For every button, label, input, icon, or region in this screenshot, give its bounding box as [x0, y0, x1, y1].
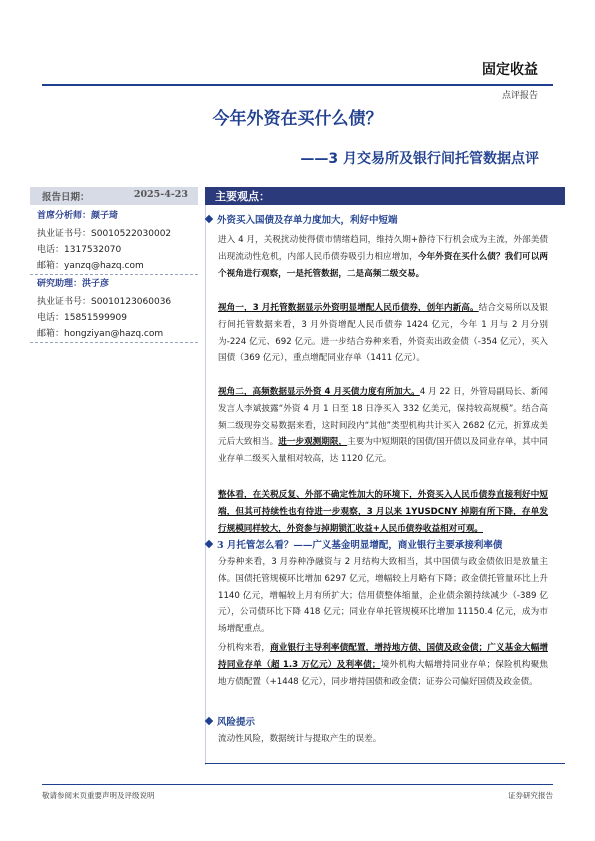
assistant-label: 研究助理： — [37, 279, 83, 289]
text-run-bold: 进一步观测期限， — [278, 437, 348, 448]
paragraph — [218, 232, 548, 282]
assistant-phone: 电话：15851599909 — [37, 313, 127, 323]
risk-text — [218, 731, 548, 748]
report-date-bar — [30, 187, 198, 205]
report-category: 固定收益 — [482, 62, 538, 78]
sidebar-divider — [30, 274, 198, 275]
page-title: 今年外资在买什么债？ — [212, 109, 383, 129]
footer-divider — [42, 784, 553, 785]
text-run-bold: 视角一，3 月托管数据显示外资明显增配人民币债券，创年内新高。 — [218, 303, 479, 313]
paragraph — [218, 487, 548, 537]
text-run: 4 月 22 日，外管局副局长、新闻发言人李斌披露“外资 4 月 1 日至 18 日净买入 332 亿美元，保持较高规模”。结合高频二级现券交易数据来看，这时间段内“其他”类型机构共计买入 2682 亿元，折算成美元后大致相当。 — [218, 387, 548, 448]
text-run-bold: 今年外资在买什么债？我们可以两个视角进行观察，一是托管数据，二是高频二级交易。 — [218, 251, 548, 279]
content-bottom-rule — [205, 763, 565, 764]
footer-disclaimer: 敬请参阅末页重要声明及评级说明 — [42, 791, 155, 800]
text-run: 结合交易所以及银行间托管数据来看，3 月外资增配人民币债券 1424 亿元，今年 1 月与 2 月分别为-224 亿元、692 亿元。进一步结合券种来看，外资卖出政金债（-354 亿元），买入国债（369 亿元），重点增配同业存单（1411 亿元）。 — [218, 303, 548, 364]
diamond-bullet-icon — [205, 717, 213, 725]
paragraph — [218, 300, 548, 367]
chief-phone: 电话：13175320​70 — [37, 245, 122, 255]
sidebar-divider — [30, 342, 198, 343]
text-run: 分券种来看，3 月券种净融资与 2 月结构大致相当，其中国债与政金债依旧是放量主体。国债托管规模环比增加 6297 亿元，增幅较上月略有下降；政金债托管量环比上升 1140 亿元，增幅较上月有所扩大；信用债整体缩量，企业债余额持续减少（-389 亿元），公司债环比下降 418 亿元；同业存单托管规模环比增加 11150.4 亿元，成为市场增配重点。 — [218, 557, 548, 635]
assistant-license: 执业证书号：S0010123060036 — [37, 297, 172, 307]
chief-analyst-name: 颜子琦 — [91, 211, 119, 221]
assistant-name: 洪子彦 — [82, 279, 110, 289]
paragraph — [218, 384, 548, 468]
chief-analyst-label: 首席分析师： — [37, 211, 92, 221]
report-type: 点评报告 — [501, 91, 538, 101]
report-date-value: 2025-4-23 — [133, 189, 188, 200]
paragraph — [218, 554, 548, 638]
text-run: 境外机构大幅增持同业存单；保险机构聚焦地方债配置（+1448 亿元），同步增持国债和政金债；证券公司偏好国债及政金债。 — [218, 659, 548, 687]
diamond-bullet-icon — [205, 215, 213, 223]
section-heading — [206, 212, 398, 226]
risk-heading — [206, 714, 255, 728]
footer-label: 证券研究报告 — [508, 791, 553, 800]
content-vertical-rule — [205, 205, 206, 765]
text-run: 主要为中短期限的国债/国开债以及同业存单，其中同业存单二级买入量相对较高，达 1120 亿元。 — [218, 437, 548, 465]
section-heading — [206, 537, 502, 551]
text-run-bold: 整体看，在关税反复、外部不确定性加大的环境下，外资买入人民币债券直接利好中短端，但其可持续性也有待进一步观察，3 月以来 1YUSDCNY 掉期有所下降，存单发行规模同样较大，外资参与掉期锁汇收益+人民币债券收益相对可观。 — [218, 490, 548, 534]
text-run: 分机构来看， — [218, 643, 271, 653]
text-run-bold: 商业银行主导利率债配置，增持地方债、国债及政金债；广义基金大幅增持同业存单（超 1.3 万亿元）及利率债； — [218, 643, 548, 670]
assistant-email: 邮箱：hongziyan@hazq.com — [37, 329, 164, 339]
text-run: 进入 4 月，关税扰动使得债市情绪趋同，维持久期+静待下行机会成为主流，外部美债出现流动性危机，内部人民币债券吸引力相应增加， — [218, 235, 548, 262]
key-view-bar — [205, 187, 565, 205]
paragraph — [218, 640, 548, 690]
chief-email: 邮箱：yanzq@hazq.com — [37, 261, 144, 271]
section-title: 外资买入国债及存单力度加大，利好中短端 — [217, 215, 398, 226]
section-title: 风险提示 — [217, 717, 256, 728]
text-run-bold: 视角二，高频数据显示外资 4 月买债力度有所加大。 — [218, 387, 420, 397]
header-divider — [42, 84, 553, 86]
chief-analyst-block — [37, 208, 197, 274]
diamond-bullet-icon — [205, 540, 213, 548]
page-subtitle: ——3 月交易所及银行间托管数据点评 — [300, 151, 539, 167]
text-run: 流动性风险，数据统计与提取产生的误差。 — [218, 734, 382, 744]
chief-license: 执业证书号：S0010522030002 — [37, 229, 172, 239]
report-date-label: 报告日期： — [42, 192, 90, 203]
key-view-heading: 主要观点： — [215, 190, 270, 203]
section-title: 3 月托管怎么看？——广义基金明显增配，商业银行主要承接利率债 — [217, 540, 503, 551]
assistant-block — [37, 276, 197, 342]
